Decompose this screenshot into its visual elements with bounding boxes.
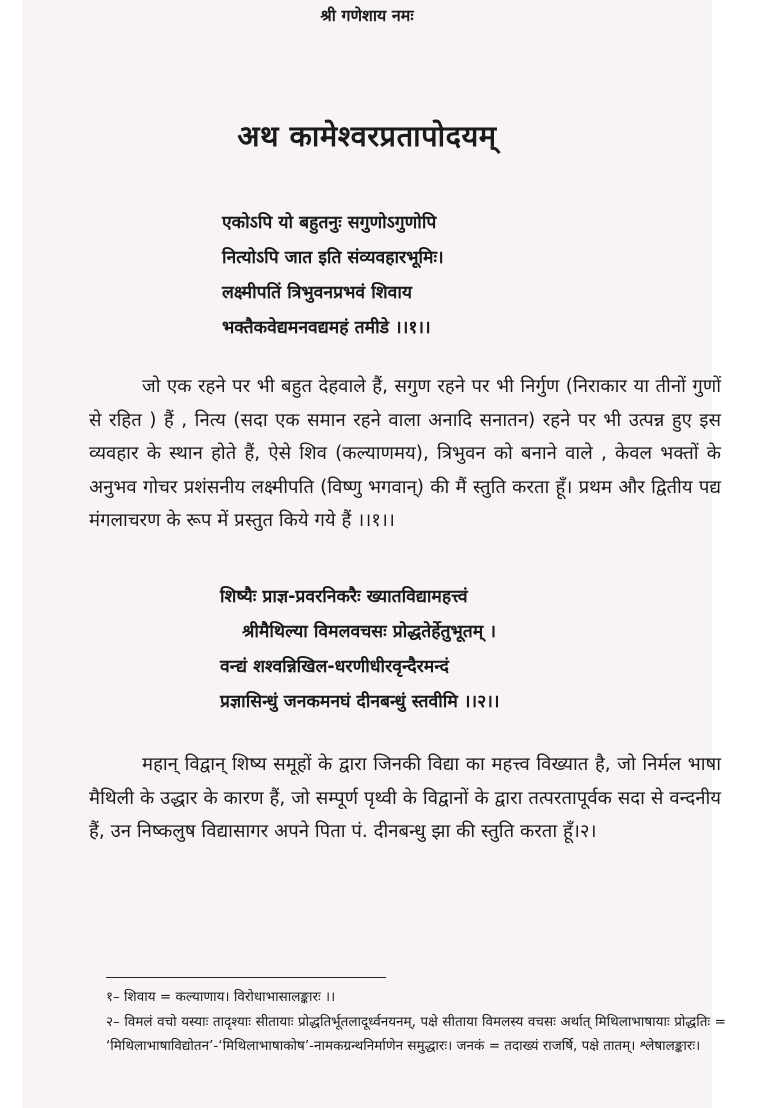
- hindi-translation-1: [89, 370, 721, 538]
- sanskrit-verse-2: [22, 580, 712, 720]
- verse-line: श्रीमैथिल्या विमलवचसः प्रोद्धतेर्हेतुभूतम् ।: [242, 622, 496, 642]
- hindi-translation-2: [89, 748, 721, 849]
- footnote-divider: [106, 977, 386, 978]
- verse-line: वन्द्यं शश्वन्निखिल-धरणीधीरवृन्दैरमन्दं: [220, 657, 449, 677]
- verse-line: शिष्यैः प्राज्ञ-प्रवरनिकरैः ख्यातविद्यामहत्त्वं: [220, 587, 468, 607]
- verse-line: एकोऽपि यो बहुतनुः सगुणोऽगुणोपि: [222, 213, 437, 233]
- footnote-1: १– शिवाय = कल्याणाय। विरोधाभासालङ्कारः ।।: [106, 989, 336, 1005]
- sanskrit-verse-1: [22, 206, 712, 346]
- verse-line: नित्योऽपि जात इति संव्यवहारभूमिः।: [222, 248, 444, 268]
- footnote-2: २– विमलं वचो यस्याः तादृश्याः सीतायाः प्रोद्धतिर्भूतलादूर्ध्वनयनम्, पक्षे सीताया विमलस्य वचसः अर्थात् मिथिलाभाषायाः प्रोद्धतिः = ‘मिथिलाभाषाविद्योतन’-‘मिथिलाभाषाकोष’-नामकग्रन्थनिर्माणेन समुद्धारः। जनकं = तदाख्यं राजर्षि, पक्षे तातम्। श्लेषालङ्कारः।: [106, 1013, 726, 1054]
- book-page: [22, 0, 726, 1108]
- footnotes: [106, 985, 726, 1059]
- translation-paragraph: जो एक रहने पर भी बहुत देहवाले हैं, सगुण रहने पर भी निर्गुण (निराकार या तीनों गुणों से रहित ) हैं , नित्य (सदा एक समान रहने वाला अनादि सनातन) रहने पर भी उत्पन्न हुए इस व्यवहार के स्थान होते हैं, ऐसे शिव (कल्याणमय), त्रिभुवन को बनाने वाले , केवल भक्तों के अनुभव गोचर प्रशंसनीय लक्ष्मीपति (विष्णु भगवान्) की मैं स्तुति करता हूँ। प्रथम और द्वितीय पद्य मंगलाचरण के रूप में प्रस्तुत किये गये हैं ।।१।।: [89, 376, 721, 531]
- chapter-title: अथ कामेश्वरप्रतापोदयम्: [237, 119, 497, 153]
- page-header-invocation: श्री गणेशाय नमः: [320, 6, 414, 25]
- verse-line: भक्तैकवेद्यमनवद्यमहं तमीडे ।।१।।: [222, 318, 431, 338]
- verse-line: प्रज्ञासिन्धुं जनकमनघं दीनबन्धुं स्तवीमि ।।२।।: [220, 692, 500, 712]
- verse-line: लक्ष्मीपतिं त्रिभुवनप्रभवं शिवाय: [222, 283, 413, 303]
- translation-paragraph: महान् विद्वान् शिष्य समूहों के द्वारा जिनकी विद्या का महत्त्व विख्यात है, जो निर्मल भाषा मैथिली के उद्धार के कारण हैं, जो सम्पूर्ण पृथ्वी के विद्वानों के द्वारा तत्परतापूर्वक सदा से वन्दनीय हैं, उन निष्कलुष विद्यासागर अपने पिता पं. दीनबन्धु झा की स्तुति करता हूँ।२।: [89, 754, 721, 842]
